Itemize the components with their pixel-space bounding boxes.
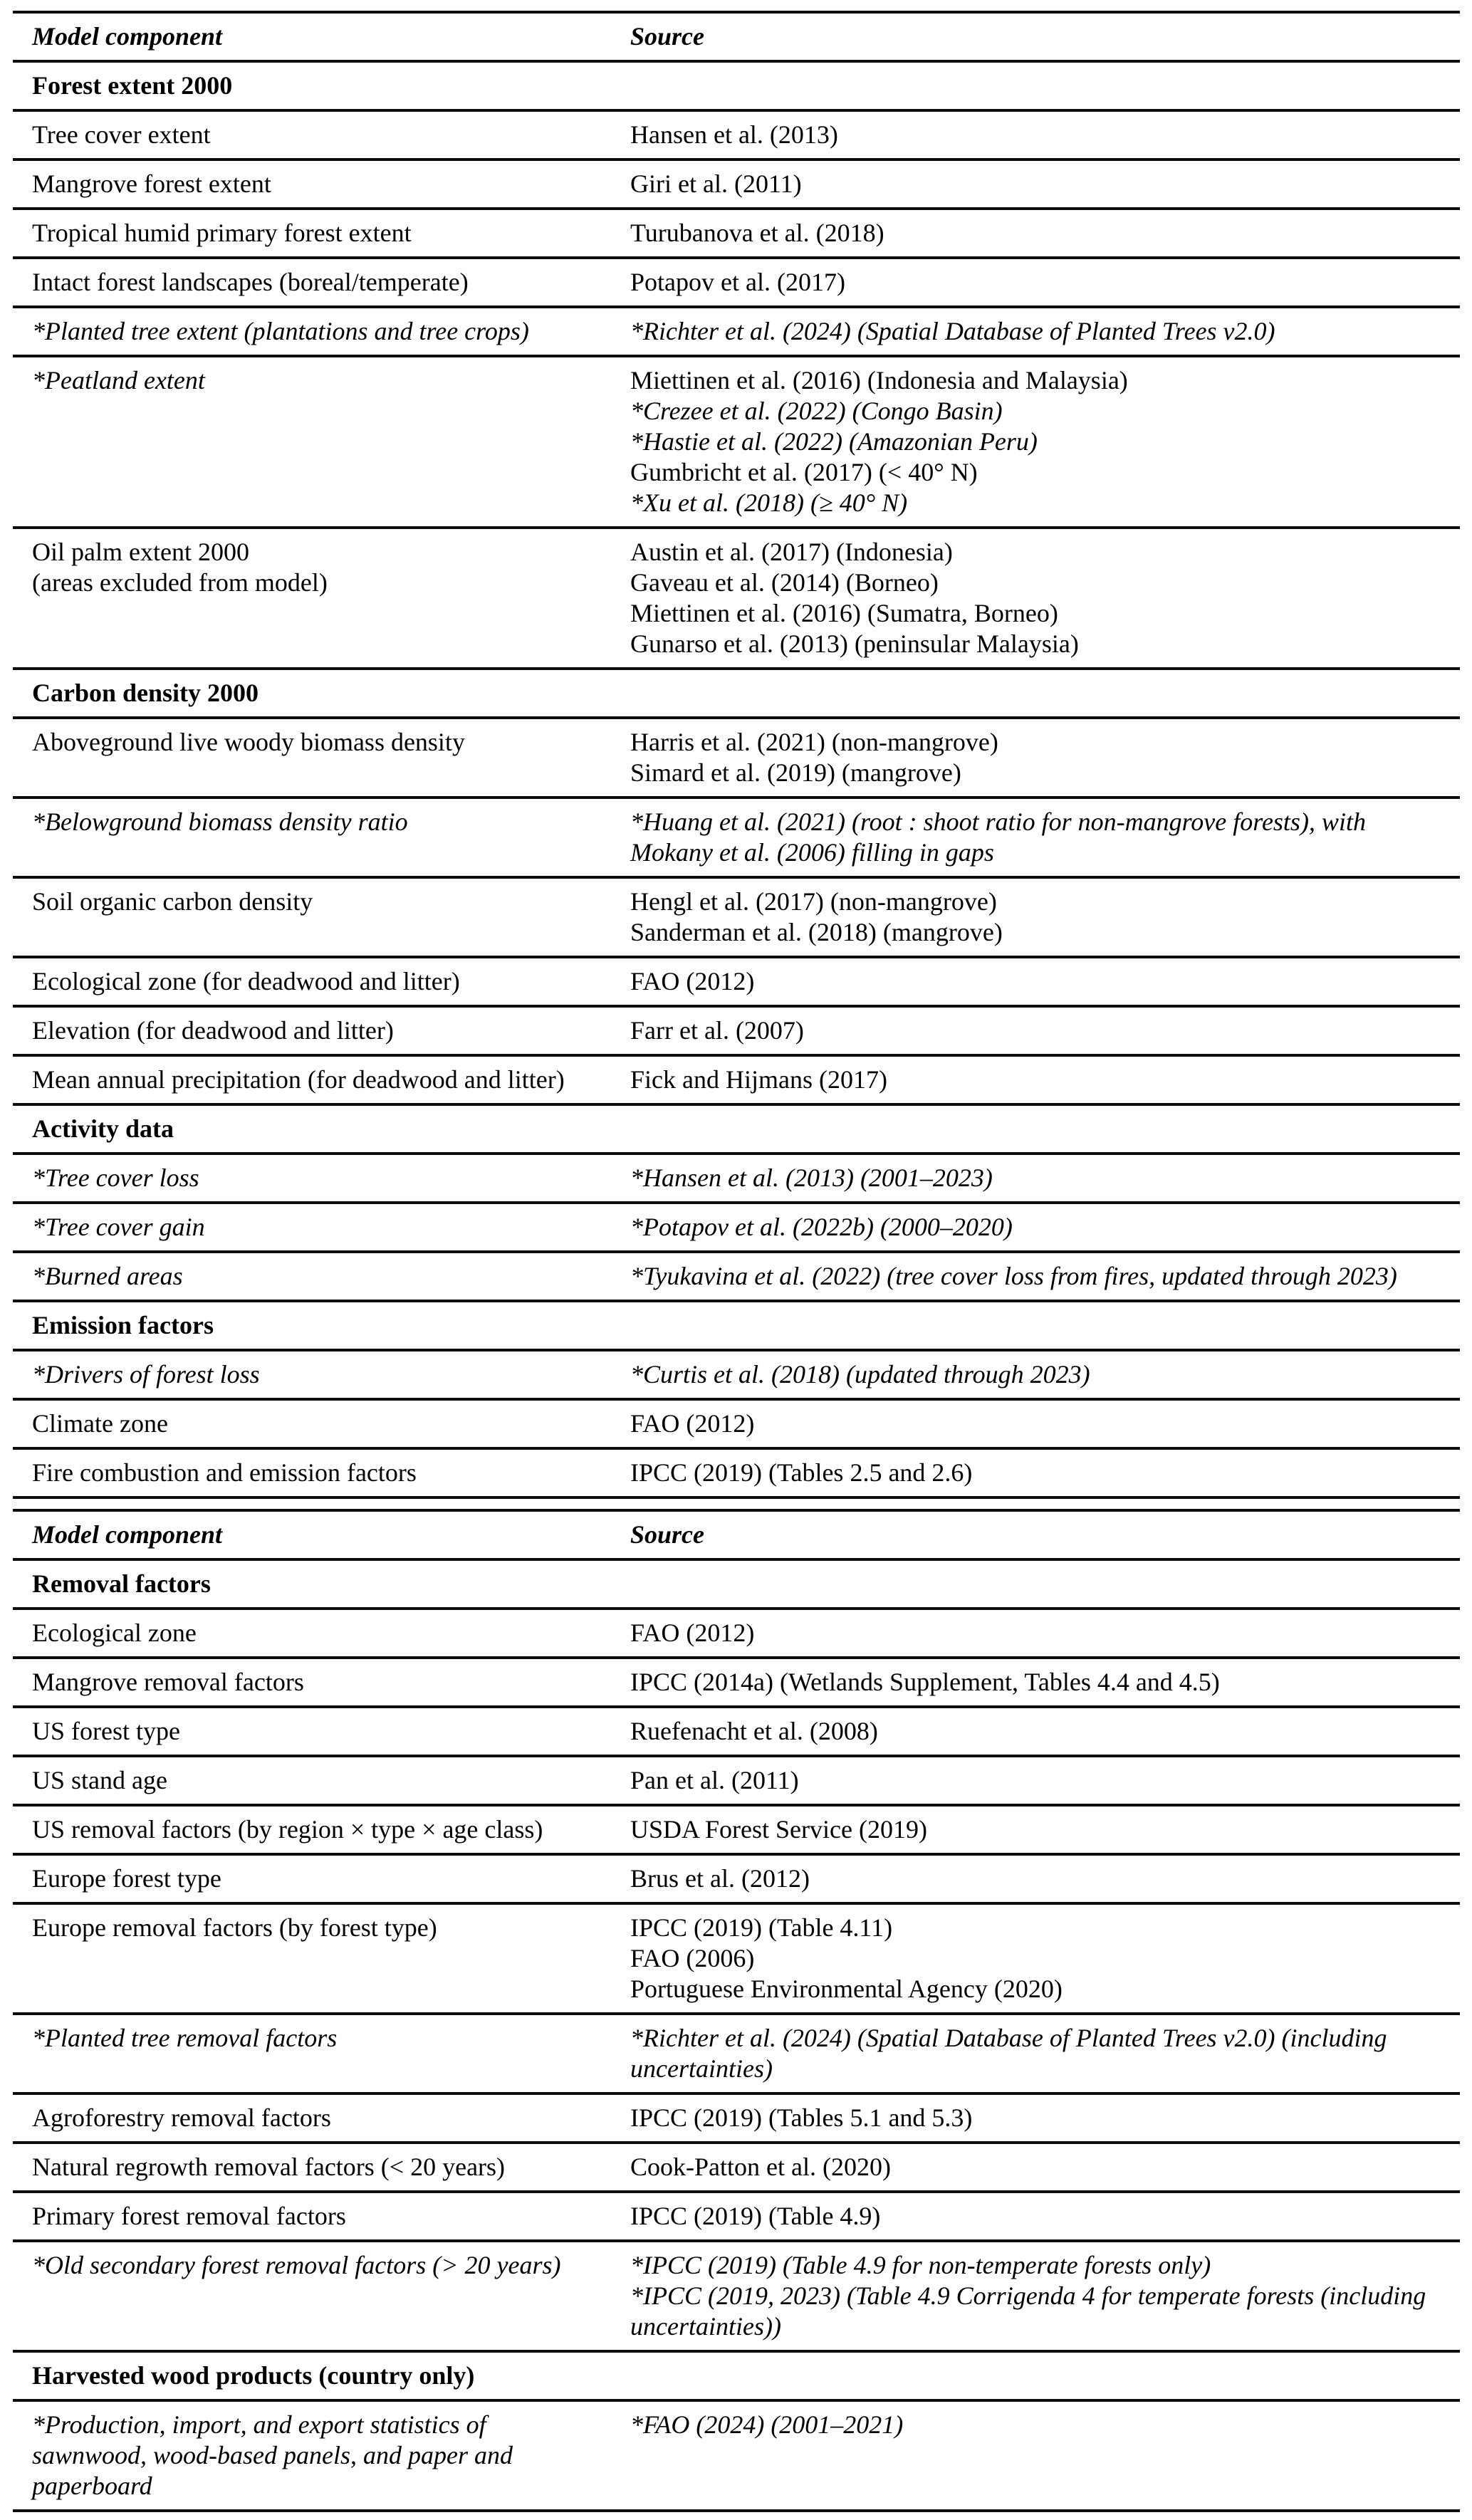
table-row: [13, 256, 1460, 305]
section-header-row: [13, 1558, 1460, 1607]
source-line: *Huang et al. (2021) (root : shoot ratio for non-mangrove forests), with: [630, 807, 1366, 836]
source-line: FAO (2012): [630, 967, 755, 995]
table-row: [13, 109, 1460, 158]
source-cell: [630, 1716, 1460, 1747]
section-header-row: [13, 1103, 1460, 1152]
table-row: [13, 876, 1460, 956]
source-line: *Richter et al. (2024) (Spatial Database of Planted Trees v2.0): [630, 317, 1275, 345]
source-line: Hansen et al. (2013): [630, 120, 838, 149]
source-cell: [630, 537, 1460, 659]
source-cell: [630, 1667, 1460, 1698]
table-row: [13, 2399, 1460, 2509]
source-line: FAO (2012): [630, 1619, 755, 1647]
source-line: USDA Forest Service (2019): [630, 1815, 927, 1844]
source-cell: [630, 1863, 1460, 1894]
section-header-row: [13, 667, 1460, 716]
source-line: IPCC (2019) (Tables 5.1 and 5.3): [630, 2103, 973, 2132]
source-cell: [630, 1065, 1460, 1095]
component-line: Mangrove removal factors: [32, 1668, 304, 1696]
component-cell: [13, 1667, 630, 1698]
source-line: *Tyukavina et al. (2022) (tree cover loss from fires, updated through 2023): [630, 1262, 1397, 1290]
component-line: *Tree cover gain: [32, 1213, 205, 1241]
table-row: [13, 1152, 1460, 1201]
source-line: Gaveau et al. (2014) (Borneo): [630, 568, 939, 597]
source-cell: [630, 966, 1460, 997]
source-line: Miettinen et al. (2016) (Indonesia and Malaysia): [630, 366, 1128, 394]
component-cell: [13, 1814, 630, 1845]
model-source-table-1: [13, 11, 1460, 1499]
component-cell: [13, 267, 630, 298]
section-header-row: [13, 1300, 1460, 1349]
component-line: (areas excluded from model): [32, 568, 328, 597]
component-line: Tropical humid primary forest extent: [32, 219, 412, 247]
source-cell: [630, 2250, 1460, 2342]
table-row: [13, 1005, 1460, 1054]
source-line: FAO (2012): [630, 1409, 755, 1438]
model-source-table-2: [13, 1509, 1460, 2512]
source-line: *Hastie et al. (2022) (Amazonian Peru): [630, 427, 1038, 456]
component-line: Elevation (for deadwood and litter): [32, 1016, 394, 1045]
table-row: [13, 158, 1460, 207]
source-line: Potapov et al. (2017): [630, 268, 845, 296]
component-line: *Production, import, and export statistics of: [32, 2410, 486, 2439]
source-line: IPCC (2019) (Table 4.9): [630, 2202, 881, 2230]
component-line: Primary forest removal factors: [32, 2202, 346, 2230]
component-cell: [13, 1618, 630, 1648]
source-cell: [630, 1212, 1460, 1243]
component-line: Soil organic carbon density: [32, 887, 313, 916]
source-line: Portuguese Environmental Agency (2020): [630, 1975, 1063, 2003]
table-row: [13, 1804, 1460, 1853]
component-line: *Drivers of forest loss: [32, 1360, 260, 1389]
source-cell: [630, 169, 1460, 199]
component-cell: [13, 966, 630, 997]
component-line: *Old secondary forest removal factors (> 20 years): [32, 2251, 561, 2279]
source-line: *Potapov et al. (2022b) (2000–2020): [630, 1213, 1013, 1241]
table-row: [13, 2012, 1460, 2092]
source-cell: [630, 21, 1460, 52]
component-line: Climate zone: [32, 1409, 168, 1438]
component-cell: [13, 727, 630, 788]
component-line: sawnwood, wood-based panels, and paper and: [32, 2441, 513, 2469]
component-line: Europe forest type: [32, 1864, 221, 1893]
source-cell: [630, 1458, 1460, 1488]
source-line: Turubanova et al. (2018): [630, 219, 884, 247]
source-line: *Richter et al. (2024) (Spatial Database of Planted Trees v2.0) (including: [630, 2024, 1387, 2052]
component-cell: [13, 537, 630, 659]
model-source-tables: [13, 11, 1460, 2512]
column-header-row: [13, 1509, 1460, 1558]
source-line: Miettinen et al. (2016) (Sumatra, Borneo): [630, 599, 1058, 627]
table-row: [13, 1853, 1460, 1902]
component-line: US removal factors (by region × type × age class): [32, 1815, 543, 1844]
section-title: Removal factors: [32, 1569, 211, 1598]
component-line: paperboard: [32, 2472, 152, 2500]
component-cell: [13, 1261, 630, 1292]
column-header-source: Source: [630, 22, 705, 51]
source-line: uncertainties): [630, 2054, 773, 2083]
component-line: *Burned areas: [32, 1262, 183, 1290]
source-line: Pan et al. (2011): [630, 1766, 799, 1794]
table-row: [13, 796, 1460, 876]
source-cell: [630, 218, 1460, 249]
source-line: FAO (2006): [630, 1944, 755, 1972]
source-line: IPCC (2019) (Table 4.11): [630, 1913, 893, 1942]
component-cell: [13, 2103, 630, 2133]
table-row: [13, 305, 1460, 355]
source-line: *FAO (2024) (2001–2021): [630, 2410, 904, 2439]
source-line: IPCC (2014a) (Wetlands Supplement, Tables 4.4 and 4.5): [630, 1668, 1220, 1696]
source-line: *Crezee et al. (2022) (Congo Basin): [630, 397, 1003, 425]
component-cell: [13, 316, 630, 347]
table-row: [13, 1656, 1460, 1705]
table-row: [13, 2092, 1460, 2141]
component-cell: [13, 2250, 630, 2342]
table-row: [13, 1447, 1460, 1496]
source-line: Cook-Patton et al. (2020): [630, 2153, 891, 2181]
source-line: Fick and Hijmans (2017): [630, 1065, 887, 1094]
table-row: [13, 1349, 1460, 1398]
component-line: *Belowground biomass density ratio: [32, 807, 408, 836]
component-line: *Planted tree removal factors: [32, 2024, 338, 2052]
source-line: *Hansen et al. (2013) (2001–2023): [630, 1164, 993, 1192]
source-line: *IPCC (2019, 2023) (Table 4.9 Corrigenda 4 for temperate forests (including: [630, 2281, 1426, 2310]
source-cell: [630, 1913, 1460, 2004]
column-header-source: Source: [630, 1520, 705, 1549]
table-row: [13, 355, 1460, 526]
source-cell: [630, 1618, 1460, 1648]
component-line: Aboveground live woody biomass density: [32, 728, 465, 756]
component-cell: [13, 21, 630, 52]
section-title: Carbon density 2000: [32, 679, 259, 707]
table-row: [13, 207, 1460, 256]
component-cell: [13, 2152, 630, 2182]
table-row: [13, 2239, 1460, 2350]
section-title: Harvested wood products (country only): [32, 2361, 475, 2390]
source-line: Hengl et al. (2017) (non-mangrove): [630, 887, 997, 916]
source-cell: [630, 2410, 1460, 2501]
source-line: Ruefenacht et al. (2008): [630, 1717, 878, 1745]
table-row: [13, 1398, 1460, 1447]
component-line: *Planted tree extent (plantations and tree crops): [32, 317, 529, 345]
source-cell: [630, 807, 1460, 868]
component-cell: [13, 887, 630, 948]
component-line: *Tree cover loss: [32, 1164, 199, 1192]
table-row: [13, 956, 1460, 1005]
source-line: *Xu et al. (2018) (≥ 40° N): [630, 488, 908, 517]
component-line: Mangrove forest extent: [32, 169, 271, 198]
component-line: Natural regrowth removal factors (< 20 years): [32, 2153, 506, 2181]
column-header-model-component: Model component: [32, 1520, 222, 1549]
section-title: Activity data: [32, 1114, 174, 1143]
source-cell: [630, 267, 1460, 298]
source-line: Simard et al. (2019) (mangrove): [630, 758, 961, 787]
table-row: [13, 526, 1460, 667]
source-cell: [630, 1520, 1460, 1550]
source-line: Austin et al. (2017) (Indonesia): [630, 538, 953, 566]
source-line: Gumbricht et al. (2017) (< 40° N): [630, 458, 978, 486]
component-cell: [13, 169, 630, 199]
source-cell: [630, 316, 1460, 347]
table-row: [13, 2141, 1460, 2190]
component-cell: [13, 1520, 630, 1550]
section-title: Emission factors: [32, 1311, 214, 1339]
source-cell: [630, 2152, 1460, 2182]
table-row: [13, 1755, 1460, 1804]
component-cell: [13, 120, 630, 150]
component-cell: [13, 2023, 630, 2084]
component-cell: [13, 1359, 630, 1390]
table-row: [13, 1201, 1460, 1250]
component-line: *Peatland extent: [32, 366, 205, 394]
section-header-row: [13, 60, 1460, 109]
component-cell: [13, 218, 630, 249]
component-cell: [13, 2410, 630, 2501]
component-cell: [13, 1716, 630, 1747]
component-line: Intact forest landscapes (boreal/temperate): [32, 268, 469, 296]
table-row: [13, 1607, 1460, 1656]
source-cell: [630, 2103, 1460, 2133]
table-row: [13, 1705, 1460, 1755]
table-row: [13, 1250, 1460, 1300]
source-cell: [630, 1814, 1460, 1845]
section-title: Forest extent 2000: [32, 71, 233, 100]
component-line: Oil palm extent 2000: [32, 538, 249, 566]
source-line: Farr et al. (2007): [630, 1016, 804, 1045]
column-header-row: [13, 11, 1460, 60]
source-cell: [630, 1261, 1460, 1292]
component-line: Tree cover extent: [32, 120, 211, 149]
source-cell: [630, 1765, 1460, 1796]
component-line: Mean annual precipitation (for deadwood and litter): [32, 1065, 565, 1094]
component-cell: [13, 1913, 630, 2004]
component-line: Europe removal factors (by forest type): [32, 1913, 437, 1942]
component-line: US stand age: [32, 1766, 167, 1794]
component-cell: [13, 2201, 630, 2232]
source-cell: [630, 2201, 1460, 2232]
component-line: US forest type: [32, 1717, 180, 1745]
source-line: IPCC (2019) (Tables 2.5 and 2.6): [630, 1458, 973, 1487]
source-cell: [630, 2023, 1460, 2084]
source-line: Giri et al. (2011): [630, 169, 802, 198]
component-cell: [13, 1458, 630, 1488]
table-row: [13, 716, 1460, 796]
section-header-row: [13, 2350, 1460, 2399]
table-row: [13, 1902, 1460, 2012]
component-cell: [13, 1015, 630, 1046]
source-line: uncertainties)): [630, 2312, 781, 2341]
component-line: Fire combustion and emission factors: [32, 1458, 417, 1487]
source-cell: [630, 1359, 1460, 1390]
source-cell: [630, 1163, 1460, 1193]
component-cell: [13, 1408, 630, 1439]
source-line: *Curtis et al. (2018) (updated through 2023): [630, 1360, 1090, 1389]
source-line: Sanderman et al. (2018) (mangrove): [630, 918, 1003, 946]
source-cell: [630, 727, 1460, 788]
source-line: Mokany et al. (2006) filling in gaps: [630, 838, 994, 867]
source-cell: [630, 887, 1460, 948]
source-line: Harris et al. (2021) (non-mangrove): [630, 728, 998, 756]
component-line: Agroforestry removal factors: [32, 2103, 331, 2132]
component-line: Ecological zone (for deadwood and litter): [32, 967, 460, 995]
source-cell: [630, 1408, 1460, 1439]
source-cell: [630, 1015, 1460, 1046]
table-row: [13, 1054, 1460, 1103]
component-cell: [13, 807, 630, 868]
source-cell: [630, 365, 1460, 518]
table-row: [13, 2190, 1460, 2239]
component-cell: [13, 1863, 630, 1894]
component-cell: [13, 1065, 630, 1095]
component-cell: [13, 1163, 630, 1193]
source-line: Gunarso et al. (2013) (peninsular Malaysia): [630, 629, 1079, 658]
source-line: *IPCC (2019) (Table 4.9 for non-temperate forests only): [630, 2251, 1211, 2279]
component-cell: [13, 1765, 630, 1796]
component-line: Ecological zone: [32, 1619, 197, 1647]
source-line: Brus et al. (2012): [630, 1864, 810, 1893]
component-cell: [13, 1212, 630, 1243]
component-cell: [13, 365, 630, 518]
source-cell: [630, 120, 1460, 150]
column-header-model-component: Model component: [32, 22, 222, 51]
